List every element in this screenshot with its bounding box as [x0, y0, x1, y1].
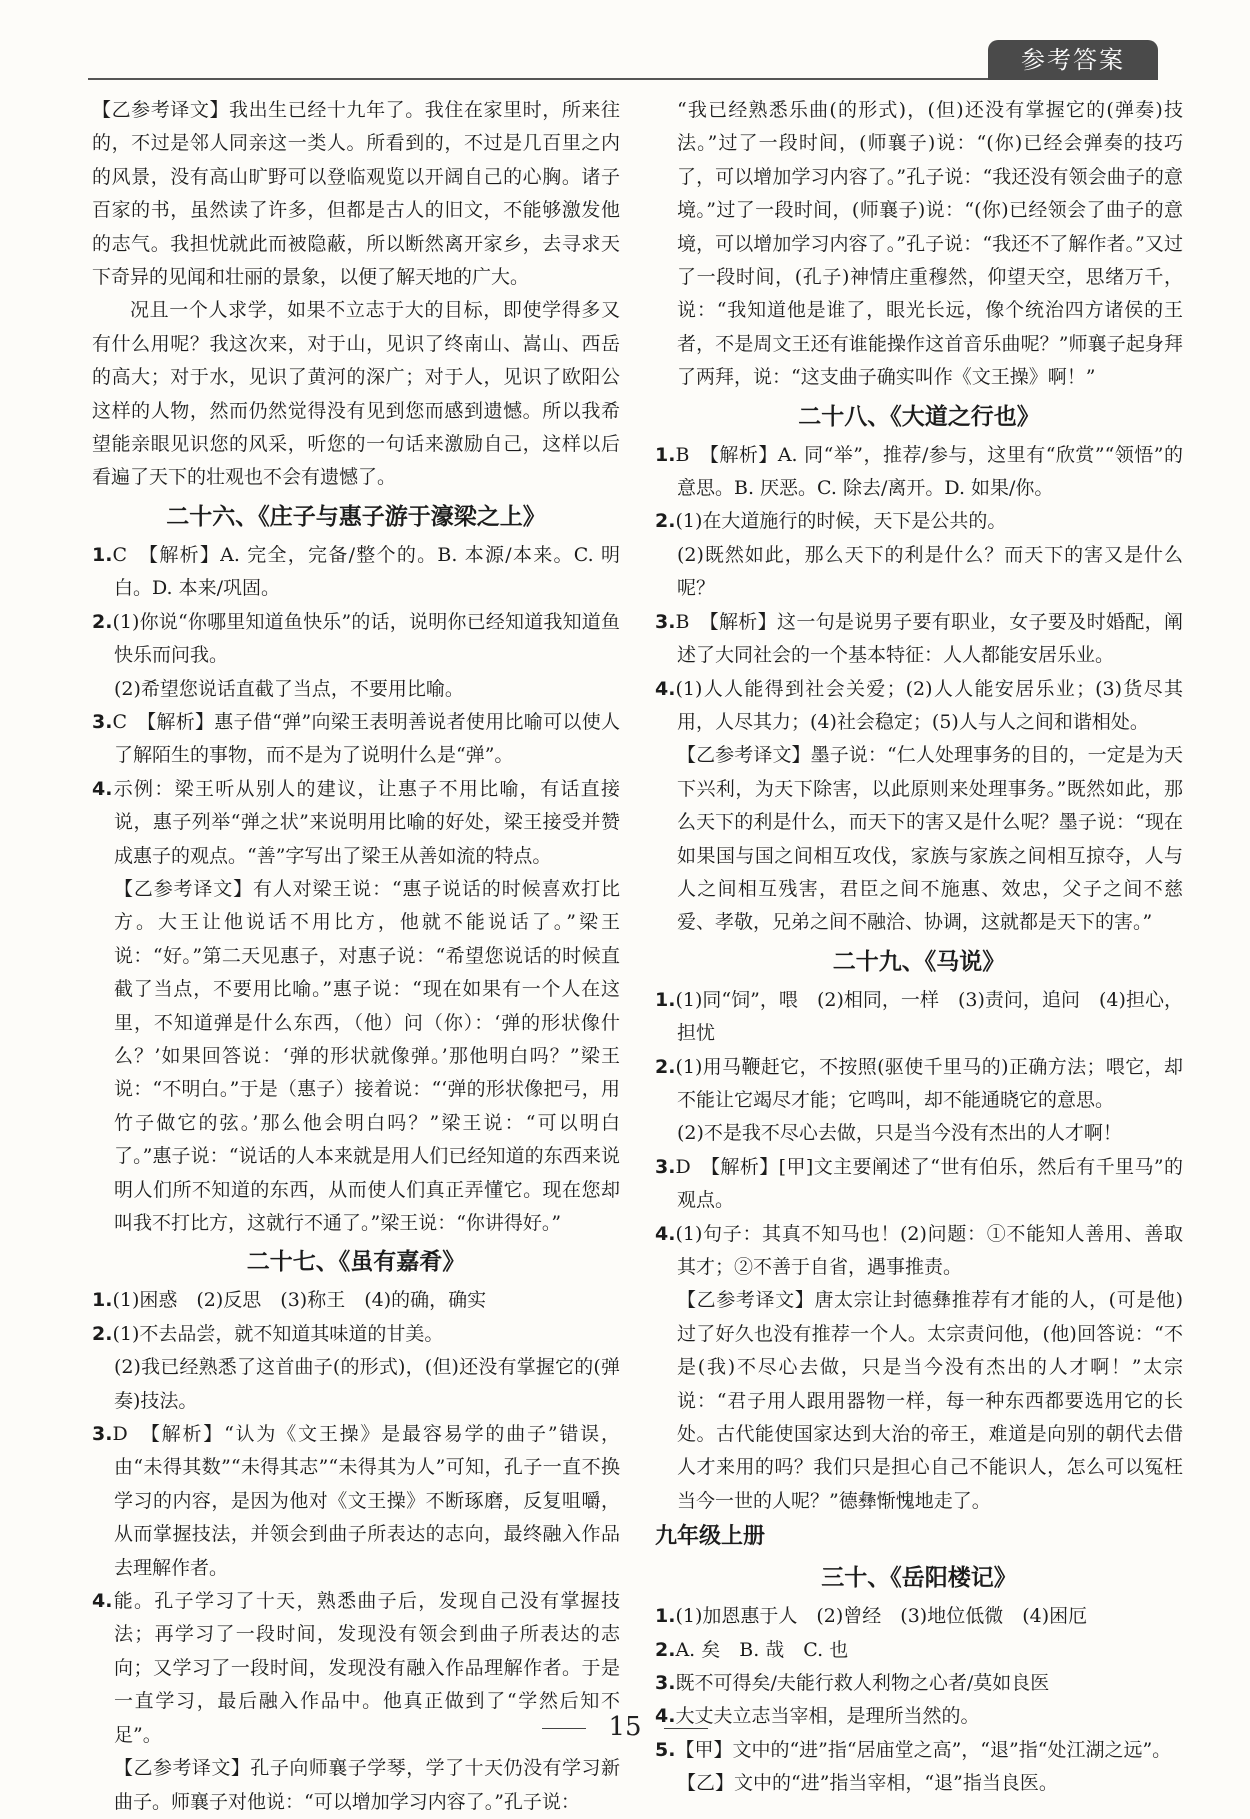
answer-text: 既不可得矣/夫能行救人利物之心者/莫如良医: [675, 1672, 1050, 1695]
answer-item: [655, 505, 1183, 538]
answer-item: [92, 1418, 620, 1585]
page-number-dash: [542, 1728, 586, 1729]
answer-text: (1)加恩惠于人 (2)曾经 (3)地位低微 (4)困厄: [675, 1605, 1088, 1628]
answer-number: 1.: [92, 543, 113, 566]
answer-text: D 【解析】“认为《文王操》是最容易学的曲子”错误，由“未得其数”“未得其志”“未得其为人”可知，孔子一直不换学习的内容，是因为他对《文王操》不断琢磨，反复咀嚼，从而掌握技法，并领会到曲子所表达的志向，最终融入作品去理解作者。: [112, 1423, 620, 1579]
answer-item: [92, 606, 620, 673]
answer-text: (1)用马鞭赶它，不按照(驱使千里马的)正确方法；喂它，却不能让它竭尽才能；它鸣叫，却不能通晓它的意思。: [675, 1055, 1183, 1111]
answer-text: D 【解析】[甲]文主要阐述了“世有伯乐，然后有千里马”的观点。: [675, 1155, 1183, 1212]
answer-text: C 【解析】A. 完全，完备/整个的。B. 本源/本来。C. 明白。D. 本来/巩固。: [112, 543, 620, 600]
answer-subitem: (2)希望您说话直截了当点，不要用比喻。: [114, 677, 464, 700]
translation-paragraph: 况且一个人求学，如果不立志于大的目标，即使学得多又有什么用呢？我这次来，对于山，见识了终南山、嵩山、西岳的高大；对于水，见识了黄河的深广；对于人，见识了欧阳公这样的人物，然而仍然觉得没有见到您而感到遗憾。所以我希望能亲眼见识您的风采，听您的一句话来激励自己，这样以后看遍了天下的壮观也不会有遗憾了。: [92, 299, 620, 489]
answer-text: 大丈夫立志当宰相，是理所当然的。: [675, 1705, 980, 1728]
answer-item: [92, 706, 620, 773]
answer-text: A. 矣 B. 哉 C. 也: [675, 1638, 849, 1661]
answer-number: 1.: [655, 1605, 676, 1628]
answer-subitem: (2)我已经熟悉了这首曲子(的形式)，(但)还没有掌握它的(弹奏)技法。: [114, 1356, 620, 1412]
answer-item: [655, 1051, 1183, 1118]
answer-item: [655, 1151, 1183, 1218]
answer-item: [655, 1218, 1183, 1285]
answer-number: 4.: [92, 777, 113, 800]
section-title-27: 二十七、《虽有嘉肴》: [246, 1249, 466, 1276]
translation-paragraph: 【乙参考译文】唐太宗让封德彝推荐有才能的人，(可是他)过了好久也没有推荐一个人。太宗责问他，(他)回答说：“不是(我)不尽心去做，只是当今没有杰出的人才啊！”太宗说：“君子用人跟用器物一样，每一种东西都要选用它的长处。古代能使国家达到大治的帝王，难道是向别的朝代去借人才来用的吗？我们只是担心自己不能识人，怎么可以冤枉当今一世的人呢？”德彝惭愧地走了。: [677, 1289, 1183, 1512]
answer-text: (1)你说“你哪里知道鱼快乐”的话，说明你已经知道我知道鱼快乐而问我。: [112, 610, 620, 667]
answer-number: 4.: [655, 677, 676, 700]
page-number-dash: [664, 1728, 708, 1729]
answer-item: [92, 1318, 620, 1351]
answer-text: (1)不去品尝，就不知道其味道的甘美。: [112, 1322, 444, 1345]
translation-paragraph: 【乙参考译文】孔子向师襄子学琴，学了十天仍没有学习新曲子。师襄子对他说：“可以增加学习内容了。”孔子说：: [114, 1757, 620, 1813]
answer-number: 2.: [92, 610, 113, 633]
right-column: [655, 94, 1183, 1801]
answer-text: (1)人人能得到社会关爱；(2)人人能安居乐业；(3)货尽其用，人尽其力；(4)社会稳定；(5)人与人之间和谐相处。: [675, 677, 1183, 733]
answer-number: 3.: [92, 1423, 113, 1446]
answer-text: B 【解析】这一句是说男子要有职业，女子要及时婚配，阐述了大同社会的一个基本特征：人人都能安居乐业。: [675, 610, 1183, 667]
answer-number: 2.: [655, 1055, 676, 1078]
answer-item: [655, 984, 1183, 1051]
answer-subitem: (2)不是我不尽心去做，只是当今没有杰出的人才啊！: [677, 1122, 1122, 1145]
answer-number: 4.: [92, 1590, 113, 1613]
section-title-30: 三十、《岳阳楼记》: [821, 1565, 1017, 1592]
answer-text: (1)在大道施行的时候，天下是公共的。: [675, 510, 1007, 533]
answer-item: [92, 1284, 620, 1317]
answer-number: 1.: [655, 443, 676, 466]
answer-text: 能。孔子学习了十天，熟悉曲子后，发现自己没有掌握技法；再学习了一段时间，发现没有领会到曲子所表达的志向；又学习了一段时间，发现没有融入作品理解作者。于是一直学习，最后融入作品中。他真正做到了“学然后知不足”。: [112, 1590, 620, 1746]
answer-item: [655, 439, 1183, 506]
answer-text: (1)同“饲”，喂 (2)相同，一样 (3)责问，追问 (4)担心，担忧: [675, 988, 1183, 1045]
answer-item: [92, 539, 620, 606]
answer-text: 【甲】文中的“进”指“居庙堂之高”，“退”指“处江湖之远”。: [675, 1738, 1172, 1761]
answer-number: 3.: [655, 1672, 676, 1695]
answer-item: [655, 606, 1183, 673]
translation-paragraph: 【乙参考译文】有人对梁王说：“惠子说话的时候喜欢打比方。大王让他说话不用比方，他就不能说话了。”梁王说：“好。”第二天见惠子，对惠子说：“希望您说话的时候直截了当点，不要用比喻。”惠子说：“现在如果有一个人在这里，不知道弹是什么东西，（他）问（你）：‘弹的形状像什么？’如果回答说：‘弹的形状就像弹。’那他明白吗？”梁王说：“不明白。”于是（惠子）接着说：“‘弹的形状像把弓，用竹子做它的弦。’那么他会明白吗？”梁王说：“可以明白了。”惠子说：“说话的人本来就是用人们已经知道的东西来说明人们所不知道的东西，从而使人们真正弄懂它。现在您却叫我不打比方，这就行不通了。”梁王说：“你讲得好。”: [114, 877, 620, 1234]
answer-number: 4.: [655, 1705, 676, 1728]
translation-paragraph: 【乙参考译文】墨子说：“仁人处理事务的目的，一定是为天下兴利，为天下除害，以此原则来处理事务。”既然如此，那么天下的利是什么，而天下的害又是什么呢？墨子说：“现在如果国与国之间相互攻伐，家族与家族之间相互掠夺，人与人之间相互残害，君臣之间不施惠、效忠，父子之间不慈爱、孝敬，兄弟之间不融洽、协调，这就都是天下的害。”: [677, 744, 1183, 934]
section-title-29: 二十九、《马说》: [832, 948, 1006, 975]
answer-number: 3.: [92, 710, 113, 733]
section-title-26: 二十六、《庄子与惠子游于濠梁之上》: [166, 503, 546, 530]
answer-number: 5.: [655, 1738, 676, 1761]
answer-number: 3.: [655, 1155, 676, 1178]
answer-number: 2.: [655, 510, 676, 533]
header-tab-answers: 参考答案: [988, 40, 1158, 80]
answer-number: 2.: [92, 1322, 113, 1345]
page-number: [0, 1712, 1250, 1742]
section-title-28: 二十八、《大道之行也》: [798, 403, 1040, 430]
grade-title: 九年级上册: [655, 1524, 766, 1550]
translation-paragraph: 【乙参考译文】我出生已经十九年了。我住在家里时，所来往的，不过是邻人同亲这一类人。所看到的，不过是几百里之内的风景，没有高山旷野可以登临观览以开阔自己的心胸。诸子百家的书，虽然读了许多，但都是古人的旧文，不能够激发他的志气。我担忧就此而被隐蔽，所以断然离开家乡，去寻求天下奇异的见闻和壮丽的景象，以便了解天地的广大。: [92, 99, 620, 289]
answer-item: [655, 1634, 1183, 1667]
answer-text: (1)句子：其真不知马也！(2)问题：①不能知人善用、善取其才；②不善于自省，遇事推责。: [675, 1222, 1183, 1278]
answer-text: 示例：梁王听从别人的建议，让惠子不用比喻，有话直接说，惠子列举“弹之状”来说明用比喻的好处，梁王接受并赞成惠子的观点。“善”字写出了梁王从善如流的特点。: [112, 777, 620, 867]
answer-number: 2.: [655, 1638, 676, 1661]
answer-item: [655, 1667, 1183, 1700]
answer-text: (1)困惑 (2)反思 (3)称王 (4)的确，确实: [112, 1289, 487, 1312]
page-number-value: 15: [608, 1712, 642, 1742]
answer-item: [655, 1600, 1183, 1633]
answer-item: [92, 773, 620, 873]
answer-item: [655, 673, 1183, 740]
answer-number: 1.: [92, 1289, 113, 1312]
answer-subitem: (2)既然如此，那么天下的利是什么？而天下的害又是什么呢？: [677, 543, 1183, 600]
answer-text: B 【解析】A. 同“举”，推荐/参与，这里有“欣赏”“领悟”的意思。B. 厌恶。C. 除去/离开。D. 如果/你。: [675, 443, 1183, 500]
answer-number: 3.: [655, 610, 676, 633]
translation-paragraph: “我已经熟悉乐曲(的形式)，(但)还没有掌握它的(弹奏)技法。”过了一段时间，(师襄子)说：“(你)已经会弹奏的技巧了，可以增加学习内容了。”孔子说：“我还没有领会曲子的意境。”过了一段时间，(师襄子)说：“(你)已经领会了曲子的意境，可以增加学习内容了。”孔子说：“我还不了解作者。”又过了一段时间，(孔子)神情庄重穆然，仰望天空，思绪万千，说：“我知道他是谁了，眼光长远，像个统治四方诸侯的王者，不是周文王还有谁能操作这首音乐曲呢？”师襄子起身拜了两拜，说：“这支曲子确实叫作《文王操》啊！”: [677, 99, 1183, 389]
answer-number: 4.: [655, 1222, 676, 1245]
answer-subitem: 【乙】文中的“进”指当宰相，“退”指当良医。: [677, 1772, 1058, 1795]
answer-number: 1.: [655, 988, 676, 1011]
answer-text: C 【解析】惠子借“弹”向梁王表明善说者使用比喻可以使人了解陌生的事物，而不是为了说明什么是“弹”。: [112, 710, 620, 767]
left-column: [92, 94, 620, 1819]
